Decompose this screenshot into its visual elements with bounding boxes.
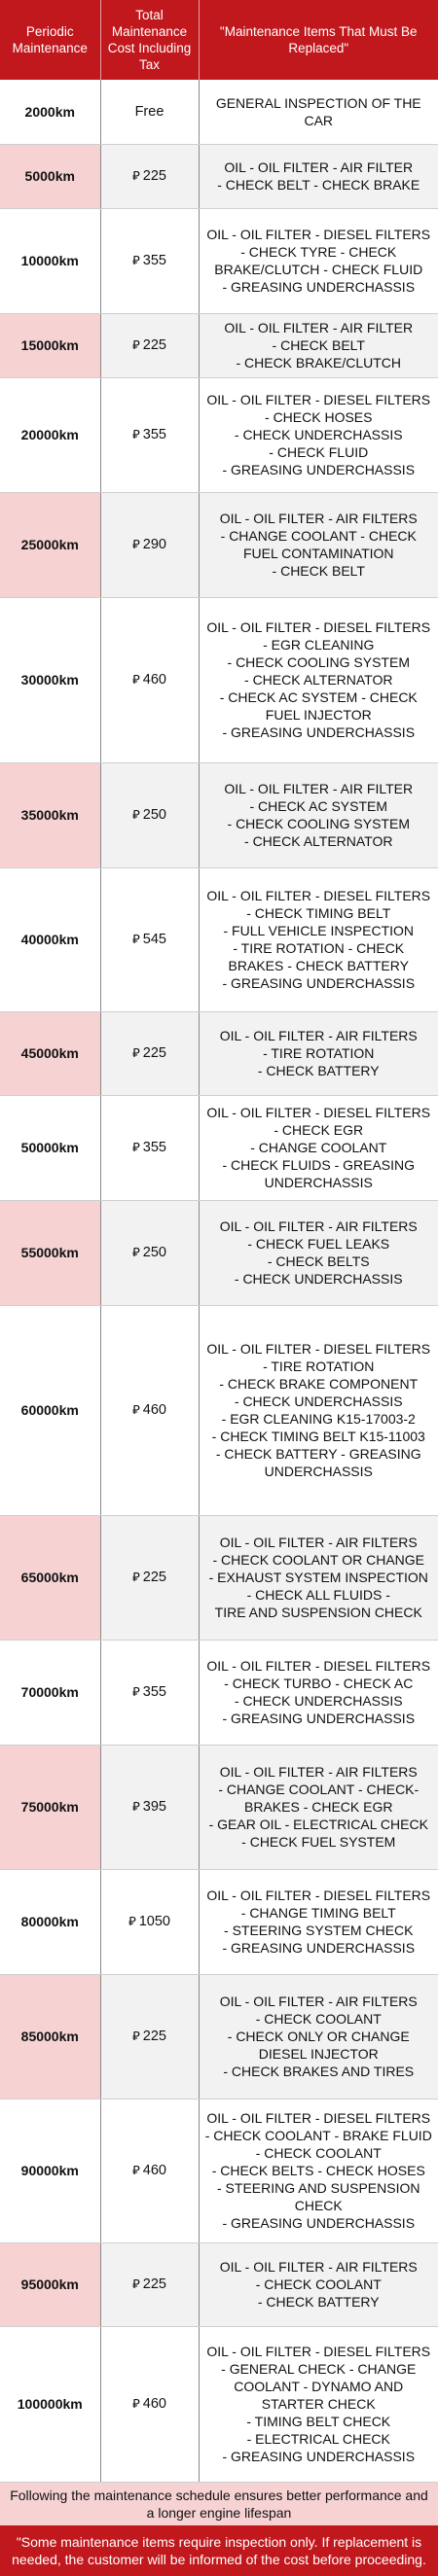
- maintenance-items-cell: OIL - OIL FILTER - DIESEL FILTERS - CHECK TURBO - CHECK AC - CHECK UNDERCHASSIS - GREASING UNDERCHASSIS: [199, 1640, 438, 1745]
- table-row: [0, 1640, 438, 1745]
- interval-cell: 55000km: [0, 1200, 100, 1305]
- interval-cell: 15000km: [0, 313, 100, 377]
- maintenance-items-cell: OIL - OIL FILTER - AIR FILTERS - CHANGE COOLANT - CHECK FUEL CONTAMINATION - CHECK BELT: [199, 492, 438, 597]
- cost-cell: [100, 1974, 199, 2099]
- maintenance-items-cell: OIL - OIL FILTER - DIESEL FILTERS - CHECK HOSES - CHECK UNDERCHASSIS - CHECK FLUID - GREASING UNDERCHASSIS: [199, 377, 438, 492]
- cost-value: 225: [142, 2276, 166, 2292]
- riyal-icon: ⃁: [132, 1570, 140, 1584]
- interval-cell: 80000km: [0, 1869, 100, 1974]
- cost-value: 460: [142, 1402, 166, 1418]
- interval-cell: 75000km: [0, 1745, 100, 1869]
- header-total-cost: Total Maintenance Cost Including Tax: [100, 0, 199, 80]
- maintenance-items-cell: OIL - OIL FILTER - DIESEL FILTERS - CHECK EGR - CHANGE COOLANT - CHECK FLUIDS - GREASING UNDERCHASSIS: [199, 1095, 438, 1200]
- interval-cell: 2000km: [0, 80, 100, 144]
- cost-cell: [100, 80, 199, 144]
- maintenance-items-cell: OIL - OIL FILTER - AIR FILTERS - CHECK COOLANT - CHECK BATTERY: [199, 2242, 438, 2326]
- riyal-icon: ⃁: [132, 1140, 140, 1154]
- maintenance-items-cell: OIL - OIL FILTER - AIR FILTERS - TIRE ROTATION - CHECK BATTERY: [199, 1011, 438, 1095]
- cost-value: 355: [142, 253, 166, 268]
- riyal-icon: ⃁: [132, 168, 140, 183]
- interval-cell: 100000km: [0, 2326, 100, 2482]
- cost-value: 225: [142, 1045, 166, 1061]
- interval-cell: 5000km: [0, 144, 100, 208]
- table-row: [0, 492, 438, 597]
- cost-cell: [100, 2099, 199, 2242]
- cost-cell: [100, 867, 199, 1011]
- header-periodic-maintenance: Periodic Maintenance: [0, 0, 100, 80]
- interval-cell: 40000km: [0, 867, 100, 1011]
- table-row: [0, 2242, 438, 2326]
- maintenance-items-cell: OIL - OIL FILTER - AIR FILTER - CHECK BELT - CHECK BRAKE/CLUTCH: [199, 313, 438, 377]
- table-row: [0, 1974, 438, 2099]
- cost-value: 395: [142, 1799, 166, 1815]
- table-row: [0, 1011, 438, 1095]
- riyal-icon: ⃁: [132, 253, 140, 267]
- interval-cell: 50000km: [0, 1095, 100, 1200]
- maintenance-items-cell: OIL - OIL FILTER - DIESEL FILTERS - GENERAL CHECK - CHANGE COOLANT - DYNAMO AND STARTER CHECK - TIMING BELT CHECK - ELECTRICAL CHECK - GREASING UNDERCHASSIS: [199, 2326, 438, 2482]
- table-row: [0, 2099, 438, 2242]
- header-maintenance-items: "Maintenance Items That Must Be Replaced": [199, 0, 438, 80]
- cost-value: 355: [142, 427, 166, 442]
- cost-cell: [100, 1095, 199, 1200]
- maintenance-items-cell: OIL - OIL FILTER - AIR FILTERS - CHANGE COOLANT - CHECK-BRAKES - CHECK EGR - GEAR OIL - ELECTRICAL CHECK - CHECK FUEL SYSTEM: [199, 1745, 438, 1869]
- cost-value: 355: [142, 1684, 166, 1700]
- riyal-icon: ⃁: [132, 807, 140, 822]
- table-row: [0, 867, 438, 1011]
- maintenance-items-cell: OIL - OIL FILTER - AIR FILTER - CHECK BELT - CHECK BRAKE: [199, 144, 438, 208]
- riyal-icon: ⃁: [132, 2029, 140, 2043]
- interval-cell: 65000km: [0, 1515, 100, 1640]
- interval-cell: 45000km: [0, 1011, 100, 1095]
- table-row: [0, 1745, 438, 1869]
- schedule-note: Following the maintenance schedule ensures better performance and a longer engine lifespan: [0, 2483, 438, 2525]
- header-row: [0, 0, 438, 80]
- cost-value: 225: [142, 168, 166, 184]
- interval-cell: 70000km: [0, 1640, 100, 1745]
- riyal-icon: ⃁: [132, 2396, 140, 2411]
- table-row: [0, 1095, 438, 1200]
- riyal-icon: ⃁: [132, 537, 140, 551]
- cost-value: 460: [142, 2163, 166, 2178]
- table-row: [0, 144, 438, 208]
- cost-cell: [100, 1869, 199, 1974]
- riyal-icon: ⃁: [132, 337, 140, 352]
- table-row: [0, 2326, 438, 2482]
- interval-cell: 60000km: [0, 1305, 100, 1515]
- cost-value: 290: [142, 537, 166, 552]
- cost-value: 1050: [138, 1914, 170, 1929]
- disclaimer-note: "Some maintenance items require inspection only. If replacement is needed, the customer will be informed of the cost before proceeding.: [0, 2525, 438, 2576]
- cost-cell: [100, 762, 199, 867]
- cost-value: 250: [142, 807, 166, 823]
- interval-cell: 95000km: [0, 2242, 100, 2326]
- maintenance-items-cell: OIL - OIL FILTER - DIESEL FILTERS - TIRE ROTATION - CHECK BRAKE COMPONENT - CHECK UNDERCHASSIS - EGR CLEANING K15-17003-2 - CHECK TIMING BELT K15-11003 - CHECK BATTERY - GREASING UNDERCHASSIS: [199, 1305, 438, 1515]
- cost-value: 355: [142, 1140, 166, 1155]
- table-body: [0, 80, 438, 2482]
- riyal-icon: ⃁: [132, 672, 140, 687]
- cost-cell: [100, 597, 199, 762]
- maintenance-items-cell: GENERAL INSPECTION OF THE CAR: [199, 80, 438, 144]
- maintenance-items-cell: OIL - OIL FILTER - AIR FILTERS - CHECK COOLANT OR CHANGE - EXHAUST SYSTEM INSPECTION - CHECK ALL FLUIDS - TIRE AND SUSPENSION CHECK: [199, 1515, 438, 1640]
- table-row: [0, 313, 438, 377]
- table-row: [0, 80, 438, 144]
- riyal-icon: ⃁: [132, 1402, 140, 1417]
- cost-value: 225: [142, 2029, 166, 2044]
- maintenance-items-cell: OIL - OIL FILTER - DIESEL FILTERS - CHECK COOLANT - BRAKE FLUID - CHECK COOLANT - CHECK BELTS - CHECK HOSES - STEERING AND SUSPENSION CHECK - GREASING UNDERCHASSIS: [199, 2099, 438, 2242]
- table-row: [0, 1869, 438, 1974]
- cost-cell: [100, 208, 199, 313]
- cost-cell: [100, 144, 199, 208]
- cost-cell: [100, 1640, 199, 1745]
- table-row: [0, 1515, 438, 1640]
- maintenance-items-cell: OIL - OIL FILTER - DIESEL FILTERS - CHANGE TIMING BELT - STEERING SYSTEM CHECK - GREASING UNDERCHASSIS: [199, 1869, 438, 1974]
- cost-value: 460: [142, 2396, 166, 2412]
- maintenance-items-cell: OIL - OIL FILTER - AIR FILTER - CHECK AC SYSTEM - CHECK COOLING SYSTEM - CHECK ALTERNATOR: [199, 762, 438, 867]
- cost-value: 225: [142, 1570, 166, 1585]
- table-header: [0, 0, 438, 80]
- interval-cell: 90000km: [0, 2099, 100, 2242]
- cost-cell: [100, 2242, 199, 2326]
- table-row: [0, 762, 438, 867]
- maintenance-items-cell: OIL - OIL FILTER - DIESEL FILTERS - CHECK TYRE - CHECK BRAKE/CLUTCH - CHECK FLUID - GREASING UNDERCHASSIS: [199, 208, 438, 313]
- maintenance-items-cell: OIL - OIL FILTER - DIESEL FILTERS - CHECK TIMING BELT - FULL VEHICLE INSPECTION - TIRE ROTATION - CHECK BRAKES - CHECK BATTERY - GREASING UNDERCHASSIS: [199, 867, 438, 1011]
- cost-cell: [100, 1200, 199, 1305]
- cost-cell: [100, 1515, 199, 1640]
- cost-cell: [100, 1305, 199, 1515]
- table-row: [0, 377, 438, 492]
- maintenance-items-cell: OIL - OIL FILTER - DIESEL FILTERS - EGR CLEANING - CHECK COOLING SYSTEM - CHECK ALTERNATOR - CHECK AC SYSTEM - CHECK FUEL INJECTOR - GREASING UNDERCHASSIS: [199, 597, 438, 762]
- table-row: [0, 1200, 438, 1305]
- cost-cell: [100, 2326, 199, 2482]
- interval-cell: 25000km: [0, 492, 100, 597]
- interval-cell: 35000km: [0, 762, 100, 867]
- interval-cell: 30000km: [0, 597, 100, 762]
- cost-value: 460: [142, 672, 166, 688]
- interval-cell: 85000km: [0, 1974, 100, 2099]
- cost-cell: [100, 1745, 199, 1869]
- cost-cell: [100, 492, 199, 597]
- table-row: [0, 597, 438, 762]
- cost-value: 225: [142, 337, 166, 353]
- cost-value: 545: [142, 932, 166, 947]
- riyal-icon: ⃁: [132, 932, 140, 946]
- maintenance-items-cell: OIL - OIL FILTER - AIR FILTERS - CHECK COOLANT - CHECK ONLY OR CHANGE DIESEL INJECTOR - CHECK BRAKES AND TIRES: [199, 1974, 438, 2099]
- cost-cell: [100, 313, 199, 377]
- interval-cell: 20000km: [0, 377, 100, 492]
- riyal-icon: ⃁: [132, 2163, 140, 2177]
- table-row: [0, 208, 438, 313]
- riyal-icon: ⃁: [132, 1045, 140, 1060]
- riyal-icon: ⃁: [132, 2276, 140, 2291]
- riyal-icon: ⃁: [132, 1245, 140, 1259]
- maintenance-items-cell: OIL - OIL FILTER - AIR FILTERS - CHECK FUEL LEAKS - CHECK BELTS - CHECK UNDERCHASSIS: [199, 1200, 438, 1305]
- riyal-icon: ⃁: [132, 1799, 140, 1814]
- table-row: [0, 1305, 438, 1515]
- cost-value: Free: [134, 103, 164, 120]
- cost-value: 250: [142, 1245, 166, 1260]
- riyal-icon: ⃁: [128, 1914, 136, 1928]
- riyal-icon: ⃁: [132, 427, 140, 441]
- riyal-icon: ⃁: [132, 1684, 140, 1699]
- interval-cell: 10000km: [0, 208, 100, 313]
- cost-cell: [100, 1011, 199, 1095]
- cost-cell: [100, 377, 199, 492]
